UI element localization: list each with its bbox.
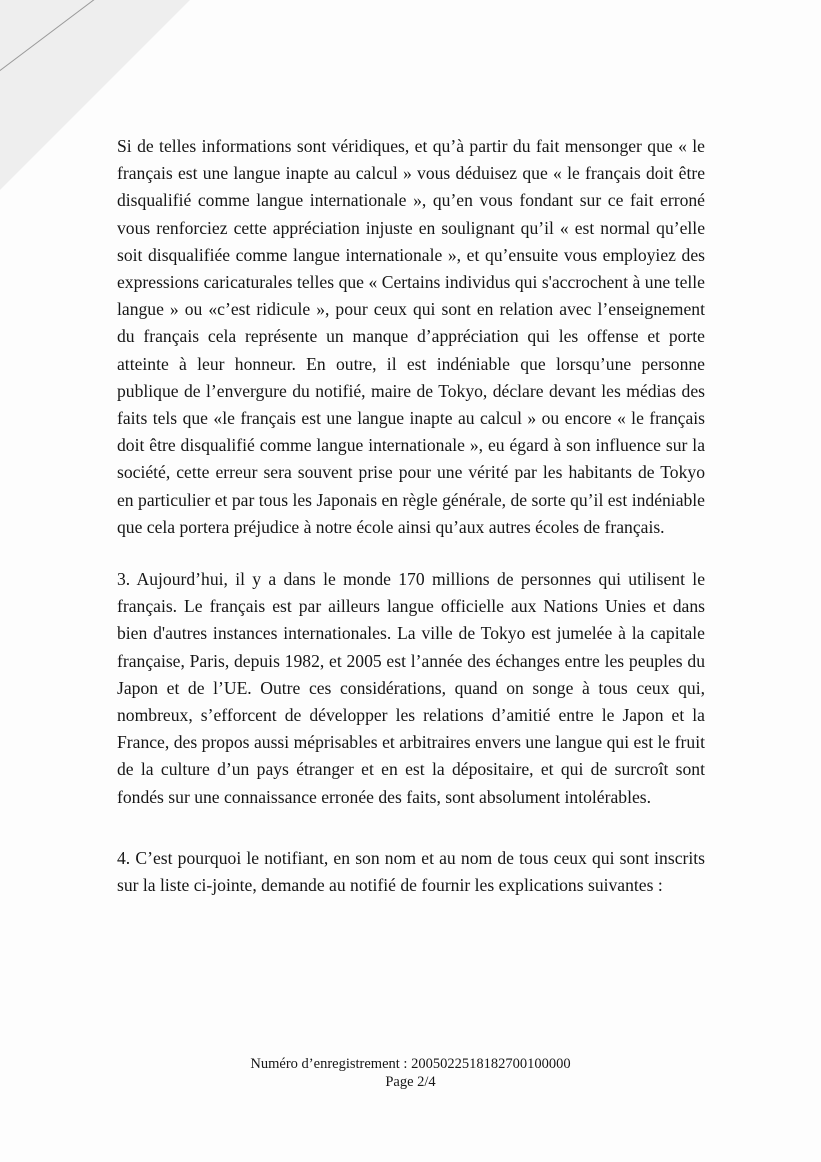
page-number: Page 2/4 xyxy=(385,1074,436,1090)
document-body xyxy=(117,133,705,899)
registration-number: Numéro d’enregistrement : 2005022518182700100000 xyxy=(250,1056,571,1072)
paragraph-4: 4. C’est pourquoi le notifiant, en son nom et au nom de tous ceux qui sont inscrits sur la liste ci-jointe, demande au notifié de fournir les explications suivantes : xyxy=(117,847,705,896)
paragraph-informations: Si de telles informations sont véridiques, et qu’à partir du fait mensonger que « le français est une langue inapte au calcul » vous déduisez que « le français doit être disqualifié comme langue internationale », qu’en vous fondant sur ce fait erroné vous renforciez cette appréciation injuste en soulignant qu’il « est normal qu’elle soit disqualifiée comme langue internationale », et qu’ensuite vous employiez des expressions caricaturales telles que « Certains individus qui s'accrochent à une telle langue » ou «c’est ridicule », pour ceux qui sont en relation avec l’enseignement du français cela représente un manque d’appréciation qui les offense et porte atteinte à leur honneur. En outre, il est indéniable que lorsqu’une personne publique de l’envergure du notifié, maire de Tokyo, déclare devant les médias des faits tels que «le français est une langue inapte au calcul » ou encore « le français doit être disqualifié comme langue internationale », eu égard à son influence sur la société, cette erreur sera souvent prise pour une vérité par les habitants de Tokyo en particulier et par tous les Japonais en règle générale, de sorte qu’il est indéniable que cela portera préjudice à notre école ainsi qu’aux autres écoles de français. xyxy=(117,136,705,537)
page-footer xyxy=(0,1055,821,1091)
paragraph-3: 3. Aujourd’hui, il y a dans le monde 170 millions de personnes qui utilisent le français. Le français est par ailleurs langue officielle aux Nations Unies et dans bien d'autres instances internationales. La ville de Tokyo est jumelée à la capitale française, Paris, depuis 1982, et 2005 est l’année des échanges entre les peuples du Japon et de l’UE. Outre ces considérations, quand on songe à tous ceux qui, nombreux, s’efforcent de développer les relations d’amitié entre le Japon et la France, des propos aussi méprisables et arbitraires envers une langue qui est le fruit de la culture d’un pays étranger et en est la dépositaire, et qui de surcroît sont fondés sur une connaissance erronée des faits, sont absolument intolérables. xyxy=(117,569,705,807)
